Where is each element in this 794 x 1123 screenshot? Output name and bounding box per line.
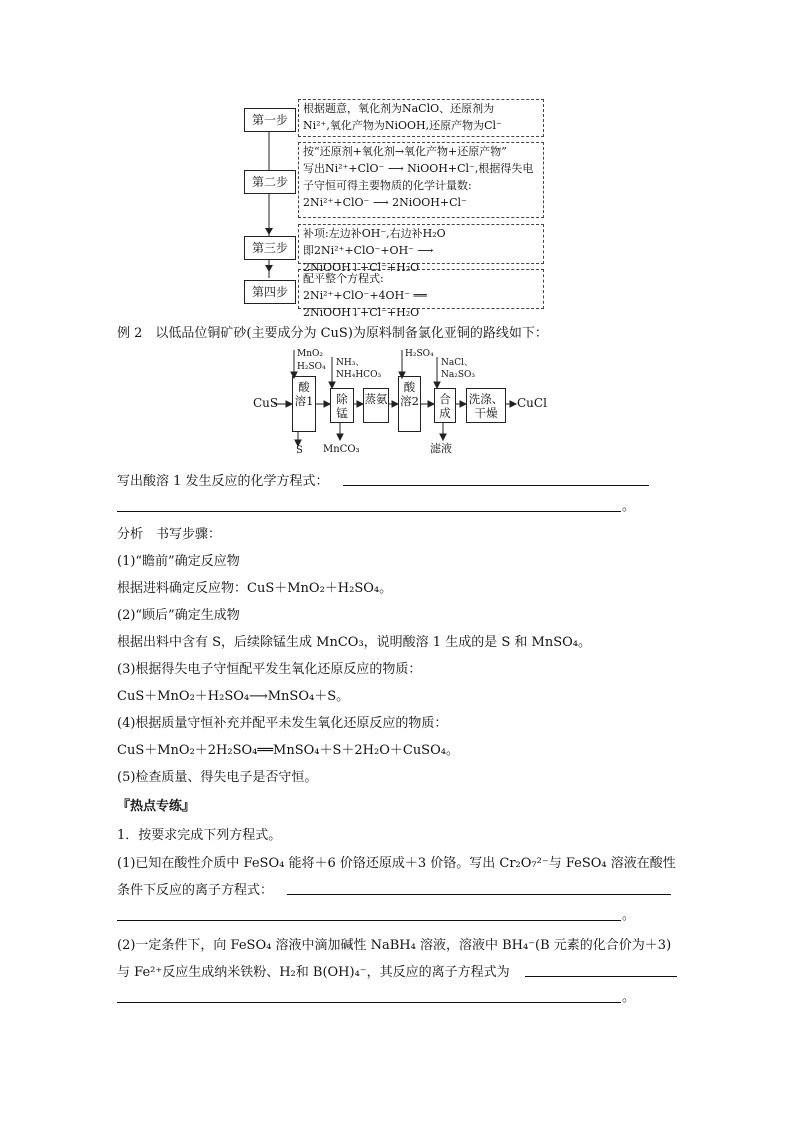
flow-input-na2so3: Na₂SO₃ — [441, 370, 476, 380]
flow-output-mnco3: MnCO₃ — [323, 444, 360, 455]
flow-output-filtrate: 滤液 — [430, 442, 452, 455]
example-question: 写出酸溶 1 发生反应的化学方程式： — [117, 474, 329, 489]
flow-start-cus: CuS — [253, 396, 279, 410]
analysis-line-5: (3)根据得失电子守恒配平发生氧化还原反应的物质： — [117, 662, 422, 677]
practice-answer-line-1[interactable] — [287, 894, 671, 895]
step-4-line-1: 配平整个方程式: — [303, 272, 384, 285]
step-4-line-2: 2Ni²⁺+ClO⁻+4OH⁻ ══ 2NiOOH↓+Cl⁻+H₂O — [303, 289, 427, 319]
practice-answer-line-2[interactable] — [117, 920, 621, 921]
step-1-description — [298, 99, 544, 137]
answer-line-1[interactable] — [343, 485, 649, 486]
analysis-line-1: (1)“瞻前”确定反应物 — [117, 554, 240, 569]
practice-answer-line-4[interactable] — [117, 1002, 621, 1003]
analysis-line-4: 根据出料中含有 S，后续除锰生成 MnCO₃，说明酸溶 1 生成的是 S 和 MnSO₄。 — [117, 635, 591, 650]
flow-box-wash-dry: 洗涤、干燥 — [466, 388, 506, 423]
flow-input-nh4hco3: NH₄HCO₃ — [336, 370, 382, 380]
step-2-label: 第二步 — [244, 170, 296, 194]
analysis-header: 分析 书写步骤： — [117, 527, 222, 542]
analysis-line-9: (5)检查质量、得失电子是否守恒。 — [117, 770, 318, 785]
step-4-label: 第四步 — [244, 280, 296, 304]
step-1-label: 第一步 — [244, 108, 296, 132]
step-2-description — [298, 142, 544, 218]
step-2-line-1: 按“还原剂+氧化剂→氧化产物+还原产物” — [303, 145, 507, 158]
practice-q1-2a: (2)一定条件下，向 FeSO₄ 溶液中滴加碱性 NaBH₄ 溶液，溶液中 BH₄⁻(B 元素的化合价为＋3) — [117, 938, 672, 953]
flow-input-h2so4-1: H₂SO₄ — [297, 362, 326, 372]
step-3-line-2: 即2Ni²⁺+ClO⁻+OH⁻ ⟶ 2NiOOH↓+Cl⁻+H₂O — [303, 244, 434, 274]
flow-box-synthesis: 合成 — [434, 388, 456, 423]
flow-end-cucl: CuCl — [517, 396, 547, 410]
practice-header-text: 热点专练 — [130, 799, 183, 814]
flow-box-demanganese: 除锰 — [330, 388, 354, 423]
step-2-line-2: 写出Ni²⁺+ClO⁻ ⟶ NiOOH+Cl⁻,根据得失电 — [303, 162, 534, 175]
answer-line-2[interactable] — [117, 511, 621, 512]
step-3-description — [298, 224, 544, 274]
example-title: 例 2 以低品位铜矿砂(主要成分为 CuS)为原料制备氯化亚铜的路线如下： — [117, 326, 548, 341]
step-2-line-4: 2Ni²⁺+ClO⁻ ⟶ 2NiOOH+Cl⁻ — [303, 196, 467, 209]
bracket-right: 』 — [182, 799, 196, 814]
practice-q1-1a: (1)已知在酸性介质中 FeSO₄ 能将＋6 价铬还原成＋3 价铬。写出 Cr₂O₇²⁻与 FeSO₄ 溶液在酸性 — [117, 856, 676, 871]
analysis-line-6: CuS＋MnO₂＋H₂SO₄⟶MnSO₄＋S。 — [117, 689, 350, 704]
step-4-description — [298, 269, 544, 319]
analysis-line-2: 根据进料确定反应物：CuS＋MnO₂＋H₂SO₄。 — [117, 581, 393, 596]
flow-output-s: S — [296, 445, 303, 456]
practice-q1: 1．按要求完成下列方程式。 — [117, 828, 282, 843]
practice-header — [117, 795, 195, 814]
practice-answer-line-3[interactable] — [525, 976, 677, 977]
step-3-line-1: 补项:左边补OH⁻,右边补H₂O — [303, 227, 446, 240]
step-3-label: 第三步 — [244, 236, 296, 260]
step-1-line-1: 根据题意，氧化剂为NaClO、还原剂为 — [303, 102, 495, 115]
analysis-line-7: (4)根据质量守恒补充并配平未发生氧化还原反应的物质： — [117, 716, 448, 731]
bracket-left: 『 — [117, 799, 131, 814]
practice-q1-1b: 条件下反应的离子方程式： — [117, 883, 274, 898]
practice-q1-2b: 与 Fe²⁺反应生成纳米铁粉、H₂和 B(OH)₄⁻，其反应的离子方程式为 — [117, 965, 510, 980]
answer-period-1: 。 — [622, 499, 636, 514]
flow-input-nacl: NaCl、 — [441, 358, 474, 368]
step-2-line-3: 子守恒可得主要物质的化学计量数: — [303, 179, 472, 192]
flow-box-acid-dissolve-1: 酸溶1 — [292, 376, 316, 432]
flow-input-h2so4-2: H₂SO₄ — [405, 349, 434, 359]
flow-box-ammonia-distill: 蒸氨 — [363, 388, 389, 423]
practice-period-1: 。 — [622, 908, 636, 923]
flow-box-acid-dissolve-2: 酸溶2 — [398, 376, 421, 432]
flow-input-mno2: MnO₂ — [297, 349, 323, 359]
analysis-line-3: (2)“顾后”确定生成物 — [117, 608, 240, 623]
practice-period-2: 。 — [622, 990, 636, 1005]
flow-input-nh3: NH₃、 — [336, 358, 365, 368]
analysis-line-8: CuS＋MnO₂＋2H₂SO₄══MnSO₄＋S＋2H₂O＋CuSO₄。 — [117, 743, 459, 758]
step-1-line-2: Ni²⁺,氧化产物为NiOOH,还原产物为Cl⁻ — [303, 119, 502, 132]
